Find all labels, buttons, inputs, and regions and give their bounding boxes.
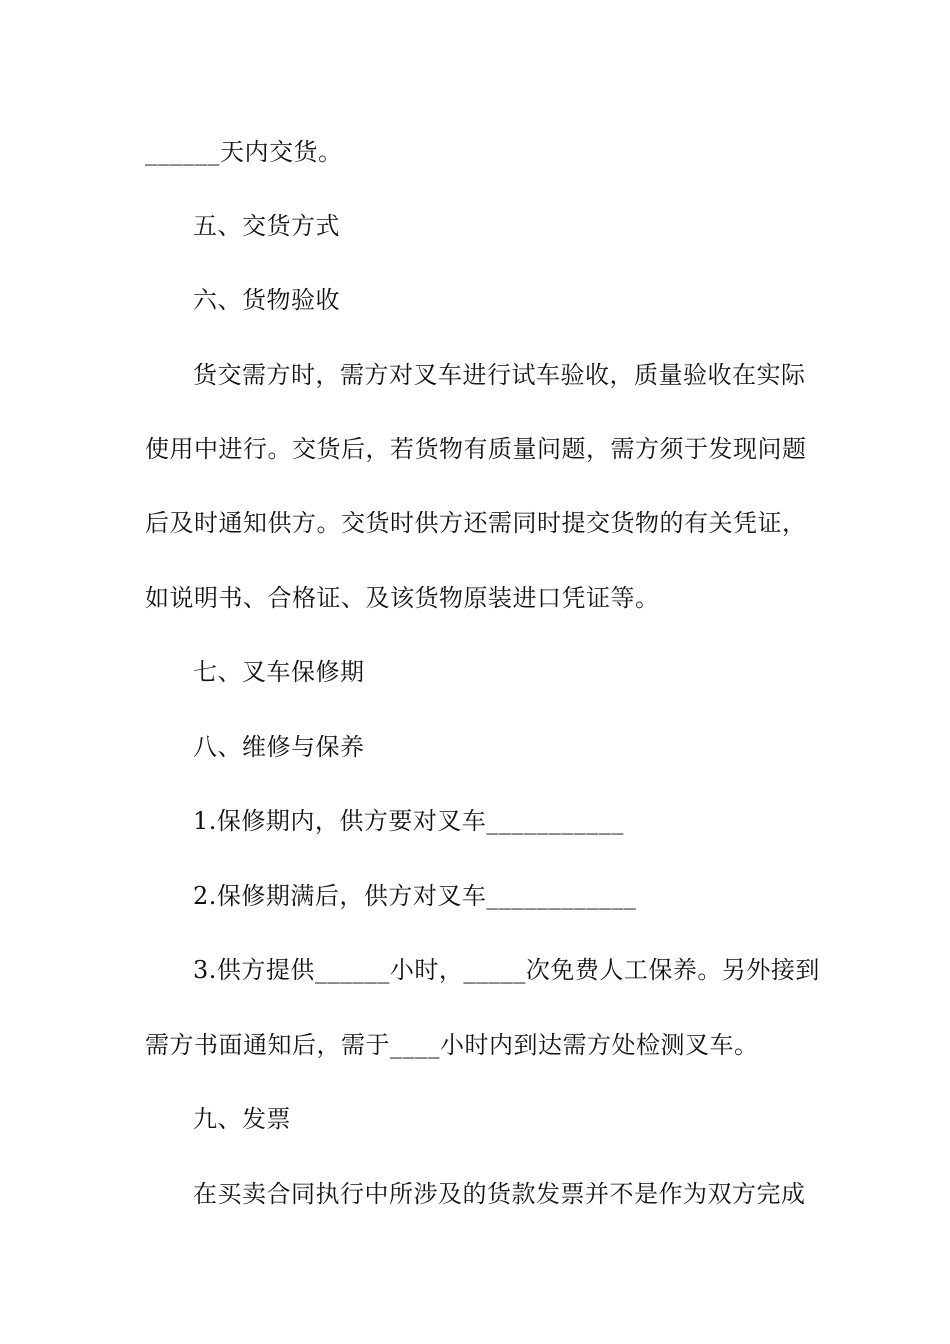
section-heading-inspection: 六、货物验收 [193,286,340,314]
delivery-days-line: ______天内交货。 [145,138,343,166]
paragraph-line: 如说明书、合格证、及该货物原装进口凭证等。 [145,584,660,612]
list-item: 3.供方提供______小时，_____次免费人工保养。另外接到 [193,956,820,984]
paragraph-line: 后及时通知供方。交货时供方还需同时提交货物的有关凭证， [145,509,807,537]
paragraph-line: 使用中进行。交货后，若货物有质量问题，需方须于发现问题 [145,435,807,463]
section-heading-invoice: 九、发票 [193,1105,291,1133]
list-item: 2.保修期满后，供方对叉车____________ [193,882,637,910]
section-heading-delivery-method: 五、交货方式 [193,212,340,240]
paragraph-line: 需方书面通知后，需于____小时内到达需方处检测叉车。 [145,1031,759,1059]
section-heading-warranty: 七、叉车保修期 [193,658,365,686]
list-item: 1.保修期内，供方要对叉车___________ [193,807,624,835]
paragraph-line: 在买卖合同执行中所涉及的货款发票并不是作为双方完成 [193,1180,806,1208]
section-heading-maintenance: 八、维修与保养 [193,733,365,761]
paragraph-line: 货交需方时，需方对叉车进行试车验收，质量验收在实际 [193,361,806,389]
